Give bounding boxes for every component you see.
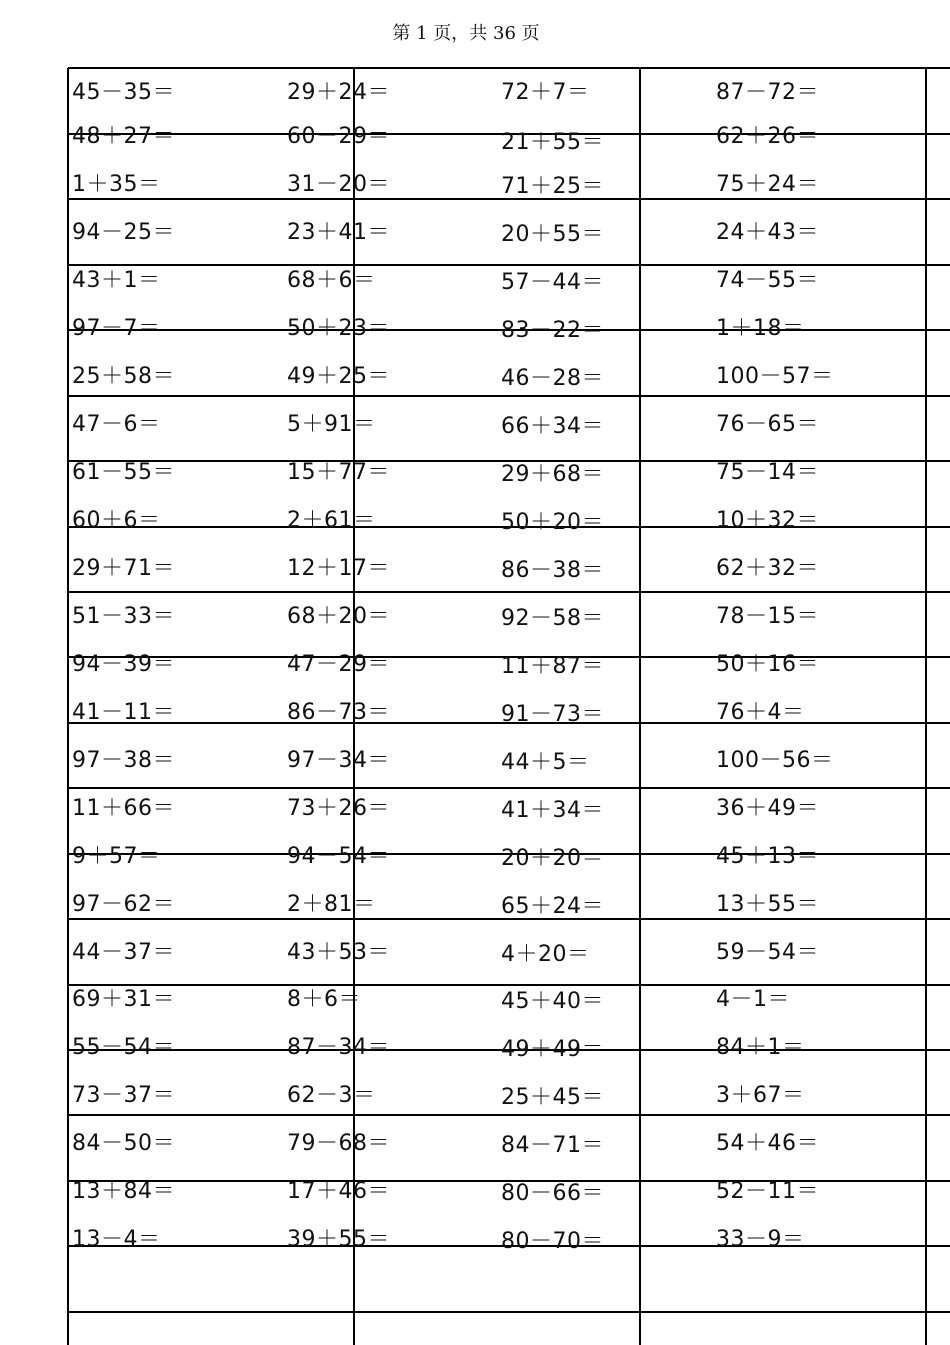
math-problem: 87－34＝: [287, 1035, 390, 1060]
math-problem: 74－55＝: [716, 268, 819, 293]
math-problem: 47－29＝: [287, 652, 390, 677]
math-problem: 50＋16＝: [716, 652, 819, 677]
math-problem: 86－38＝: [501, 558, 604, 583]
math-problem: 11＋87＝: [501, 654, 604, 679]
math-problem: 25＋58＝: [72, 364, 175, 389]
math-problem: 62－3＝: [287, 1083, 376, 1108]
math-problem: 60＋6＝: [72, 508, 161, 533]
math-problem: 66＋34＝: [501, 414, 604, 439]
math-problem: 20＋20＝: [501, 846, 604, 871]
math-problem: 65＋24＝: [501, 894, 604, 919]
page-number-header: 第 1 页，共 36 页: [392, 23, 540, 44]
math-problem: 84－71＝: [501, 1133, 604, 1158]
math-problem: 24＋43＝: [716, 220, 819, 245]
math-problem: 59－54＝: [716, 940, 819, 965]
math-problem: 80－66＝: [501, 1181, 604, 1206]
math-problem: 49＋49＝: [501, 1037, 604, 1062]
math-problem: 94－39＝: [72, 652, 175, 677]
math-problem: 97－38＝: [72, 748, 175, 773]
math-problem: 44－37＝: [72, 940, 175, 965]
math-problem: 8＋6＝: [287, 987, 361, 1012]
math-problem: 29＋68＝: [501, 462, 604, 487]
math-problem: 39＋55＝: [287, 1227, 390, 1252]
math-problem: 97－7＝: [72, 316, 161, 341]
math-problem: 12＋17＝: [287, 556, 390, 581]
math-problem: 68＋6＝: [287, 268, 376, 293]
math-problem: 5＋91＝: [287, 412, 376, 437]
math-problem: 21＋55＝: [501, 130, 604, 155]
math-problem: 43＋53＝: [287, 940, 390, 965]
math-problem: 73－37＝: [72, 1083, 175, 1108]
math-problem: 71＋25＝: [501, 174, 604, 199]
math-problem: 61－55＝: [72, 460, 175, 485]
math-problem: 55－54＝: [72, 1035, 175, 1060]
math-problem: 50＋23＝: [287, 316, 390, 341]
math-problem: 80－70＝: [501, 1229, 604, 1254]
math-problem: 83－22＝: [501, 318, 604, 343]
math-problem: 79－68＝: [287, 1131, 390, 1156]
math-problem: 91－73＝: [501, 702, 604, 727]
math-problem: 73＋26＝: [287, 796, 390, 821]
math-problem: 2＋61＝: [287, 508, 376, 533]
math-problem: 48＋27＝: [72, 124, 175, 149]
math-problem: 47－6＝: [72, 412, 161, 437]
math-problem: 33－9＝: [716, 1227, 805, 1252]
math-problem: 84＋1＝: [716, 1035, 805, 1060]
math-problem: 13＋84＝: [72, 1179, 175, 1204]
math-problem: 94－25＝: [72, 220, 175, 245]
math-problem: 62＋26＝: [716, 124, 819, 149]
math-problem: 45＋13＝: [716, 844, 819, 869]
math-problem: 43＋1＝: [72, 268, 161, 293]
math-problem: 84－50＝: [72, 1131, 175, 1156]
math-problem: 86－73＝: [287, 700, 390, 725]
math-problem: 54＋46＝: [716, 1131, 819, 1156]
math-problem: 9＋57＝: [72, 844, 161, 869]
math-problem: 4－1＝: [716, 987, 790, 1012]
math-problem: 76－65＝: [716, 412, 819, 437]
math-problem: 97－62＝: [72, 892, 175, 917]
math-problem: 50＋20＝: [501, 510, 604, 535]
math-problem: 68＋20＝: [287, 604, 390, 629]
math-problem: 13－4＝: [72, 1227, 161, 1252]
math-problem: 78－15＝: [716, 604, 819, 629]
math-problem: 36＋49＝: [716, 796, 819, 821]
math-problem: 62＋32＝: [716, 556, 819, 581]
math-problem: 23＋41＝: [287, 220, 390, 245]
math-problem: 41－11＝: [72, 700, 175, 725]
math-problem: 13＋55＝: [716, 892, 819, 917]
math-problem: 1＋18＝: [716, 316, 805, 341]
math-problem: 51－33＝: [72, 604, 175, 629]
math-problem: 41＋34＝: [501, 798, 604, 823]
math-problem: 1＋35＝: [72, 172, 161, 197]
math-problem: 45＋40＝: [501, 989, 604, 1014]
math-problem: 92－58＝: [501, 606, 604, 631]
math-problem: 57－44＝: [501, 270, 604, 295]
math-problem: 46－28＝: [501, 366, 604, 391]
math-problem: 29＋24＝: [287, 80, 390, 105]
math-problem: 49＋25＝: [287, 364, 390, 389]
math-problem: 20＋55＝: [501, 222, 604, 247]
math-problem: 94－54＝: [287, 844, 390, 869]
math-problem: 15＋77＝: [287, 460, 390, 485]
math-problem: 17＋46＝: [287, 1179, 390, 1204]
math-problem: 60－29＝: [287, 124, 390, 149]
math-problem: 100－56＝: [716, 748, 834, 773]
math-problem: 29＋71＝: [72, 556, 175, 581]
math-problem: 75－14＝: [716, 460, 819, 485]
math-problem: 31－20＝: [287, 172, 390, 197]
math-problem: 25＋45＝: [501, 1085, 604, 1110]
math-problem: 2＋81＝: [287, 892, 376, 917]
math-problem: 69＋31＝: [72, 987, 175, 1012]
math-problem: 72＋7＝: [501, 80, 590, 105]
math-problem: 75＋24＝: [716, 172, 819, 197]
math-problem: 87－72＝: [716, 80, 819, 105]
math-problem: 3＋67＝: [716, 1083, 805, 1108]
math-problem: 10＋32＝: [716, 508, 819, 533]
math-problem: 97－34＝: [287, 748, 390, 773]
math-problem: 100－57＝: [716, 364, 834, 389]
math-problem: 11＋66＝: [72, 796, 175, 821]
math-problem: 45－35＝: [72, 80, 175, 105]
math-problem: 52－11＝: [716, 1179, 819, 1204]
math-problem: 76＋4＝: [716, 700, 805, 725]
math-problem: 44＋5＝: [501, 750, 590, 775]
math-problem: 4＋20＝: [501, 942, 590, 967]
